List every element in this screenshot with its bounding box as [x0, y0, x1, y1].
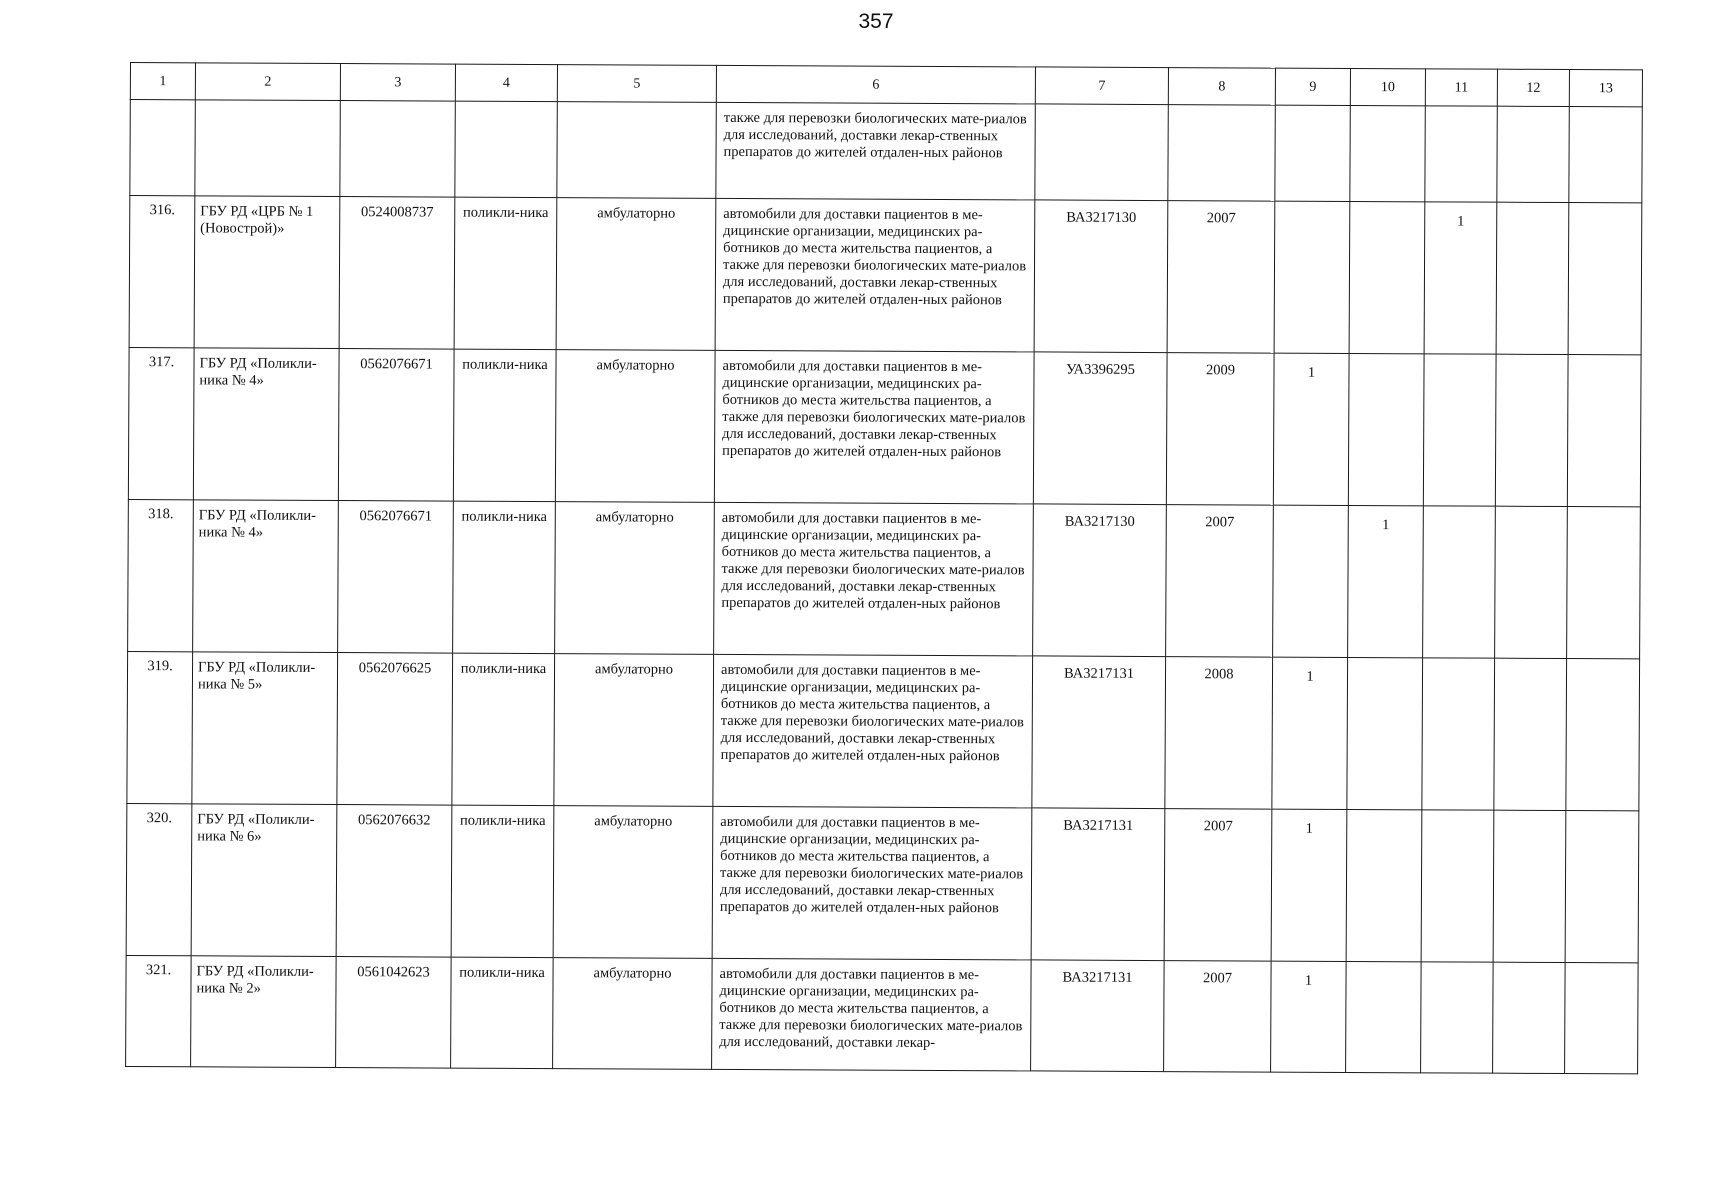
table-row — [128, 347, 1641, 506]
cell-care-mode: амбулаторно — [596, 357, 675, 374]
table-row — [127, 651, 1640, 810]
cell-organization: ГБУ РД «Поликли-ника № 2» — [196, 963, 314, 997]
column-header: 13 — [1569, 70, 1642, 107]
cell-description: автомобили для доставки пациентов в ме-дицинские организации, медицинских ра-ботников до места жительства пациентов, а также для перевозки биологических мате-риалов для исследований, доставки лекар- — [719, 965, 1023, 1051]
cell-vehicle-model: ВА3217131 — [1063, 665, 1135, 682]
cell-organization: ГБУ РД «Поликли-ника № 5» — [197, 659, 316, 693]
cell-col12 — [1497, 203, 1568, 214]
cell-col12 — [1495, 659, 1566, 670]
column-header: 4 — [455, 64, 557, 101]
cell-description: автомобили для доставки пациентов в ме-дицинские организации, медицинских ра-ботников до места жительства пациентов, а также для перевозки биологических мате-риалов для исследований, доставки лекар-ственных препаратов до жителей отдален-ных районов — [722, 205, 1027, 309]
cell-col9: 1 — [1306, 668, 1314, 685]
cell-facility-type: поликли-ника — [459, 964, 545, 982]
cell-col10 — [1350, 202, 1424, 213]
vehicle-registry-table — [125, 62, 1643, 1074]
cell-facility-type: поликли-ника — [462, 356, 548, 374]
cell-col10 — [1348, 658, 1422, 669]
cell-vehicle-model: ВА3217131 — [1063, 817, 1134, 834]
cell-year: 2007 — [1203, 818, 1233, 835]
cell-care-mode: амбулаторно — [597, 205, 676, 222]
column-header: 3 — [340, 64, 455, 102]
cell-facility-type: поликли-ника — [461, 508, 548, 526]
cell-vehicle-model: ВА3217130 — [1064, 513, 1135, 530]
cell-care-mode: амбулаторно — [593, 965, 672, 982]
cell-number: 319. — [147, 658, 173, 675]
cell-inn: 0562076671 — [360, 356, 433, 373]
column-header: 1 — [130, 63, 195, 100]
cell-inn: 0562076625 — [358, 660, 432, 677]
cell-col9 — [1275, 202, 1349, 213]
table-row — [129, 196, 1642, 355]
cell-col9: 1 — [1304, 972, 1313, 989]
cell-inn: 0561042623 — [357, 964, 430, 981]
cell-care-mode: амбулаторно — [594, 661, 674, 678]
column-header: 6 — [716, 65, 1035, 104]
cell-col12 — [1497, 355, 1568, 366]
cell-description: автомобили для доставки пациентов в ме-дицинские организации, медицинских ра-ботников до места жительства пациентов, а также для перевозки биологических мате-риалов для исследований, доставки лекар-ственных препаратов до жителей отдален-ных районов — [722, 357, 1026, 461]
cell-organization: ГБУ РД «Поликли-ника № 4» — [198, 507, 317, 541]
cell-facility-type: поликли-ника — [460, 812, 546, 830]
continuation-row — [130, 100, 1642, 203]
cell-col11 — [1425, 354, 1496, 365]
cell-year: 2007 — [1202, 970, 1233, 987]
column-header: 12 — [1497, 69, 1569, 106]
cell-col9: 1 — [1305, 820, 1313, 837]
cell-inn: 0562076671 — [359, 508, 433, 525]
cell-col12 — [1494, 811, 1565, 822]
cell-organization: ГБУ РД «ЦРБ № 1 (Новострой)» — [200, 203, 314, 237]
cell-inn: 0524008737 — [360, 204, 434, 221]
column-header: 8 — [1168, 68, 1275, 106]
cell-description — [716, 102, 1035, 200]
table-row — [126, 803, 1639, 962]
cell-col12 — [1496, 507, 1567, 518]
cell-year: 2009 — [1205, 362, 1236, 379]
cell-year: 2008 — [1204, 666, 1234, 683]
cell-col13 — [1569, 203, 1641, 214]
cell-col9: 1 — [1307, 364, 1316, 381]
cell-col9 — [1274, 506, 1348, 517]
cell-inn: 0562076632 — [358, 812, 431, 829]
cell-facility-type: поликли-ника — [460, 660, 547, 678]
cell-col13 — [1569, 355, 1641, 366]
column-header: 7 — [1035, 67, 1168, 105]
cell-col13 — [1568, 507, 1640, 518]
cell-number: 318. — [148, 506, 174, 523]
column-header: 11 — [1425, 69, 1497, 106]
cell-description: автомобили для доставки пациентов в ме-дицинские организации, медицинских ра-ботников до места жительства пациентов, а также для перевозки биологических мате-риалов для исследований, доставки лекар-ственных препаратов до жителей отдален-ных районов — [719, 813, 1024, 917]
cell-col10 — [1347, 962, 1421, 973]
cell-col13 — [1566, 811, 1638, 822]
cell-year: 2007 — [1206, 210, 1236, 227]
cell-number: 317. — [148, 354, 175, 371]
cell-vehicle-model: ВА3217130 — [1066, 209, 1137, 226]
cell-col11 — [1423, 658, 1494, 669]
cell-care-mode: амбулаторно — [594, 813, 673, 830]
cell-description: автомобили для доставки пациентов в ме-дицинские организации, медицинских ра-ботников до места жительства пациентов, а также для перевозки биологических мате-риалов для исследований, доставки лекар-ственных препаратов до жителей отдален-ных районов — [720, 661, 1024, 765]
cell-vehicle-model: ВА3217131 — [1062, 969, 1133, 986]
continuation-text: также для перевозки биологических мате-риалов для исследований, доставки лекар-ственных препаратов до жителей отдален-ных районов — [723, 109, 1027, 162]
cell-col10: 1 — [1382, 517, 1390, 534]
page-number: 357 — [858, 10, 894, 33]
cell-care-mode: амбулаторно — [595, 509, 674, 526]
cell-col11 — [1424, 506, 1495, 517]
cell-organization: ГБУ РД «Поликли-ника № 4» — [199, 355, 317, 389]
cell-description: автомобили для доставки пациентов в ме-дицинские организации, медицинских ра-ботников до места жительства пациентов, а также для перевозки биологических мате-риалов для исследований, доставки лекар-ственных препаратов до жителей отдален-ных районов — [721, 509, 1025, 613]
cell-facility-type: поликли-ника — [462, 204, 549, 222]
table-row — [126, 955, 1639, 1073]
cell-number: 316. — [149, 202, 176, 219]
table-row — [128, 499, 1641, 658]
cell-col10 — [1347, 810, 1421, 821]
cell-col12 — [1494, 963, 1565, 974]
cell-col13 — [1567, 659, 1639, 670]
cell-number: 321. — [145, 962, 172, 979]
cell-number: 320. — [146, 810, 173, 827]
column-header: 10 — [1350, 68, 1425, 105]
cell-year: 2007 — [1205, 514, 1235, 531]
cell-col13 — [1566, 963, 1638, 974]
cell-col10 — [1350, 354, 1424, 365]
cell-col11: 1 — [1457, 213, 1465, 230]
cell-col11 — [1422, 962, 1493, 973]
cell-col11 — [1422, 810, 1493, 821]
cell-vehicle-model: УА3396295 — [1066, 361, 1135, 378]
column-header: 9 — [1275, 68, 1350, 105]
column-header: 5 — [557, 65, 716, 103]
cell-organization: ГБУ РД «Поликли-ника № 6» — [197, 811, 315, 845]
column-header: 2 — [195, 63, 340, 101]
